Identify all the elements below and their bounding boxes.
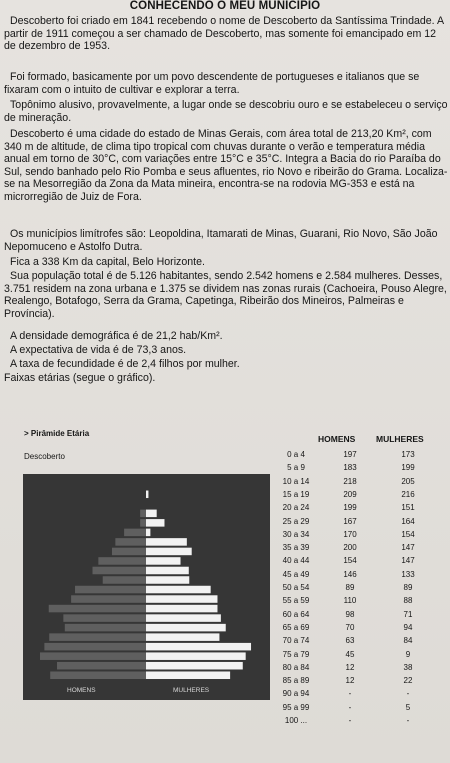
women-bar bbox=[146, 510, 157, 518]
men-bar bbox=[40, 652, 146, 660]
men-bar bbox=[93, 567, 146, 575]
women-count-cell: 216 bbox=[401, 489, 415, 499]
women-count-cell: 151 bbox=[401, 503, 415, 513]
age-group-cell: 80 a 84 bbox=[282, 662, 310, 672]
women-count-cell: 38 bbox=[403, 662, 413, 672]
table-row bbox=[272, 650, 448, 663]
women-bar bbox=[146, 671, 230, 679]
women-count-cell: 147 bbox=[401, 556, 415, 566]
men-count-cell: 199 bbox=[343, 503, 357, 513]
paragraph-neighbors bbox=[4, 228, 448, 253]
men-bar bbox=[140, 519, 146, 527]
age-pyramid-chart bbox=[23, 474, 270, 700]
paragraph-life-expectancy bbox=[4, 344, 448, 357]
table-row bbox=[272, 450, 448, 463]
paragraph-distance bbox=[4, 256, 448, 269]
men-bar bbox=[63, 614, 146, 622]
women-count-cell: 94 bbox=[403, 622, 413, 632]
paragraph-text: Foi formado, basicamente por um povo descendente de portugueses e italianos que se fixaram com o intuito de cultivar e explorar a terra. bbox=[4, 71, 423, 96]
paragraph-text: Descoberto é uma cidade do estado de Minas Gerais, com área total de 213,20 Km², com 340 m de altitude, de clima tipo tropical com chuvas durante o verão e temperatura média anual em torno de 30°C, com variações entre 15°C e 35°C. Integra a Bacia do rio Paraíba do Sul, sendo banhado pelo Rio Pomba e seus afluentes, rio Novo e ribeirão do Grama. Localiza-se na Mesorregião da Zona da Mata mineira, encontra-se na rodovia MG-353 e está na microrregião de Juiz de Fora. bbox=[4, 128, 448, 203]
paragraph-text: Sua população total é de 5.126 habitantes, sendo 2.542 homens e 2.584 mulheres. Desses, 3.751 residem na zona urbana e 1.375 se dividem nas zonas rurais (Cachoeira, Pouso Alegre, Realengo, Botafogo, Serra da Grama, Capetinga, Ribeirão dos Mineiros, Palmeiras e Província). bbox=[4, 270, 450, 320]
table-row bbox=[272, 596, 448, 609]
age-group-cell: 55 a 59 bbox=[282, 596, 310, 606]
women-count-cell: - bbox=[406, 716, 410, 725]
women-bar bbox=[146, 567, 189, 575]
men-count-cell: 12 bbox=[345, 662, 355, 672]
men-bar bbox=[57, 662, 146, 670]
women-bar bbox=[146, 633, 219, 641]
paragraph-fertility bbox=[4, 358, 448, 371]
women-bar bbox=[146, 595, 217, 603]
age-group-cell: 90 a 94 bbox=[282, 689, 310, 699]
women-count-cell: 5 bbox=[405, 702, 411, 712]
men-count-cell: 170 bbox=[343, 529, 357, 539]
table-row bbox=[272, 663, 448, 676]
men-count-cell: 183 bbox=[343, 463, 357, 473]
women-count-cell: 199 bbox=[401, 463, 415, 473]
women-count-cell: 9 bbox=[405, 649, 411, 659]
men-bar bbox=[44, 643, 146, 651]
women-bar bbox=[146, 652, 246, 660]
table-row bbox=[272, 570, 448, 583]
table-row bbox=[272, 556, 448, 569]
age-group-cell: 35 a 39 bbox=[282, 543, 310, 553]
age-group-cell: 45 a 49 bbox=[282, 569, 310, 579]
men-count-cell: 218 bbox=[343, 476, 357, 486]
age-group-cell: 20 a 24 bbox=[282, 503, 310, 513]
men-bar bbox=[124, 529, 146, 537]
paragraph-origin bbox=[4, 71, 448, 96]
table-row bbox=[272, 543, 448, 556]
table-row bbox=[272, 477, 448, 490]
table-row bbox=[272, 517, 448, 530]
women-count-cell: 133 bbox=[401, 569, 415, 579]
table-row bbox=[272, 503, 448, 516]
women-bar bbox=[146, 662, 243, 670]
age-group-cell: 15 a 19 bbox=[282, 489, 310, 499]
paragraph-text: A densidade demográfica é de 21,2 hab/Km². bbox=[10, 330, 223, 342]
table-row bbox=[272, 703, 448, 716]
paragraph-text: Faixas etárias (segue o gráfico). bbox=[4, 372, 156, 384]
women-bar bbox=[146, 605, 217, 613]
table-row bbox=[272, 636, 448, 649]
age-group-cell: 95 a 99 bbox=[282, 702, 310, 712]
women-bar bbox=[146, 576, 189, 584]
age-group-cell: 65 a 69 bbox=[282, 622, 310, 632]
paragraph-density bbox=[4, 330, 448, 343]
women-count-cell: 22 bbox=[403, 676, 413, 686]
age-group-cell: 40 a 44 bbox=[282, 556, 310, 566]
paragraph-text: A taxa de fecundidade é de 2,4 filhos por mulher. bbox=[10, 358, 240, 370]
men-count-cell: - bbox=[348, 702, 352, 712]
men-bar bbox=[49, 633, 146, 641]
men-count-cell: - bbox=[348, 716, 352, 725]
legend-women-label: MULHERES bbox=[173, 687, 210, 694]
men-bar bbox=[115, 538, 146, 546]
men-bar bbox=[140, 510, 146, 518]
men-bar bbox=[75, 586, 146, 594]
women-bar bbox=[146, 586, 211, 594]
men-bar bbox=[98, 557, 146, 565]
table-row bbox=[272, 530, 448, 543]
men-bar bbox=[49, 605, 146, 613]
age-group-cell: 30 a 34 bbox=[282, 529, 310, 539]
table-row bbox=[272, 583, 448, 596]
men-bar bbox=[71, 595, 146, 603]
column-header-women: MULHERES bbox=[376, 434, 424, 444]
men-bar bbox=[112, 548, 146, 556]
women-count-cell: 71 bbox=[403, 609, 413, 619]
men-count-cell: 197 bbox=[343, 450, 357, 459]
column-header-men: HOMENS bbox=[318, 434, 356, 444]
women-count-cell: 89 bbox=[403, 583, 413, 592]
men-count-cell: 98 bbox=[345, 609, 355, 619]
table-row bbox=[272, 676, 448, 689]
table-row bbox=[272, 610, 448, 623]
age-group-cell: 60 a 64 bbox=[282, 609, 310, 619]
men-count-cell: 70 bbox=[345, 622, 355, 632]
table-row bbox=[272, 689, 448, 702]
men-count-cell: 209 bbox=[343, 489, 357, 499]
men-count-cell: 45 bbox=[345, 649, 355, 659]
women-bar bbox=[146, 491, 148, 499]
men-bar bbox=[103, 576, 146, 584]
men-bar bbox=[65, 624, 146, 632]
women-bar bbox=[146, 643, 251, 651]
age-group-cell: 85 a 89 bbox=[282, 676, 310, 686]
age-group-cell: 5 a 9 bbox=[287, 463, 305, 473]
women-count-cell: 84 bbox=[403, 636, 413, 646]
table-row bbox=[272, 623, 448, 636]
women-bar bbox=[146, 624, 226, 632]
men-count-cell: 89 bbox=[345, 583, 355, 592]
paragraph-geography bbox=[4, 128, 448, 203]
age-group-cell: 100 ... bbox=[284, 716, 308, 725]
legend-men-label: HOMENS bbox=[67, 687, 96, 694]
men-count-cell: - bbox=[348, 689, 352, 699]
paragraph-text: Fica a 338 Km da capital, Belo Horizonte. bbox=[10, 256, 205, 268]
women-bar bbox=[146, 548, 192, 556]
paragraph-text: A expectativa de vida é de 73,3 anos. bbox=[10, 344, 187, 356]
age-group-cell: 10 a 14 bbox=[282, 476, 310, 486]
men-count-cell: 63 bbox=[345, 636, 355, 646]
age-group-cell: 0 a 4 bbox=[287, 450, 305, 459]
men-count-cell: 200 bbox=[343, 543, 357, 553]
women-bar bbox=[146, 614, 221, 622]
age-group-cell: 50 a 54 bbox=[282, 583, 310, 592]
paragraph-text: Descoberto foi criado em 1841 recebendo o nome de Descoberto da Santíssima Trindade. A partir de 1911 começou a ser chamado de Descoberto, mas somente foi emancipado em 12 de dezembro de 1953. bbox=[4, 15, 447, 52]
women-bar bbox=[146, 529, 150, 537]
women-count-cell: - bbox=[406, 689, 410, 699]
women-bar bbox=[146, 557, 181, 565]
pyramid-svg bbox=[23, 474, 270, 700]
women-bar bbox=[146, 538, 187, 546]
women-count-cell: 164 bbox=[401, 516, 415, 526]
men-count-cell: 167 bbox=[343, 516, 357, 526]
pyramid-heading: > Pirâmide Etária bbox=[24, 429, 90, 438]
women-count-cell: 88 bbox=[403, 596, 413, 606]
women-count-cell: 147 bbox=[401, 543, 415, 553]
women-count-cell: 154 bbox=[401, 529, 415, 539]
men-count-cell: 154 bbox=[343, 556, 357, 566]
age-group-cell: 70 a 74 bbox=[282, 636, 310, 646]
paragraph-text: Topônimo alusivo, provavelmente, a lugar onde se descobriu ouro e se estabeleceu o serviço de mineração. bbox=[4, 99, 448, 124]
men-count-cell: 146 bbox=[343, 569, 357, 579]
women-bar bbox=[146, 519, 164, 527]
age-group-cell: 75 a 79 bbox=[282, 649, 310, 659]
age-group-cell: 25 a 29 bbox=[282, 516, 310, 526]
table-row bbox=[272, 490, 448, 503]
paragraph-age-groups bbox=[4, 372, 448, 385]
paragraph-text: Os municípios limítrofes são: Leopoldina, Itamarati de Minas, Guarani, Rio Novo, São João Nepomuceno e Astolfo Dutra. bbox=[4, 228, 441, 253]
men-count-cell: 110 bbox=[343, 596, 357, 606]
page-title: CONHECENDO O MEU MUNICÍPIO bbox=[129, 0, 321, 12]
paragraph-population bbox=[4, 270, 448, 320]
pyramid-place: Descoberto bbox=[24, 452, 65, 461]
women-count-cell: 173 bbox=[401, 450, 415, 459]
men-count-cell: 12 bbox=[345, 676, 355, 686]
table-row bbox=[272, 463, 448, 476]
paragraph-history bbox=[4, 15, 448, 53]
paragraph-toponym bbox=[4, 99, 448, 124]
men-bar bbox=[50, 671, 146, 679]
women-count-cell: 205 bbox=[401, 476, 415, 486]
table-row bbox=[272, 716, 448, 729]
